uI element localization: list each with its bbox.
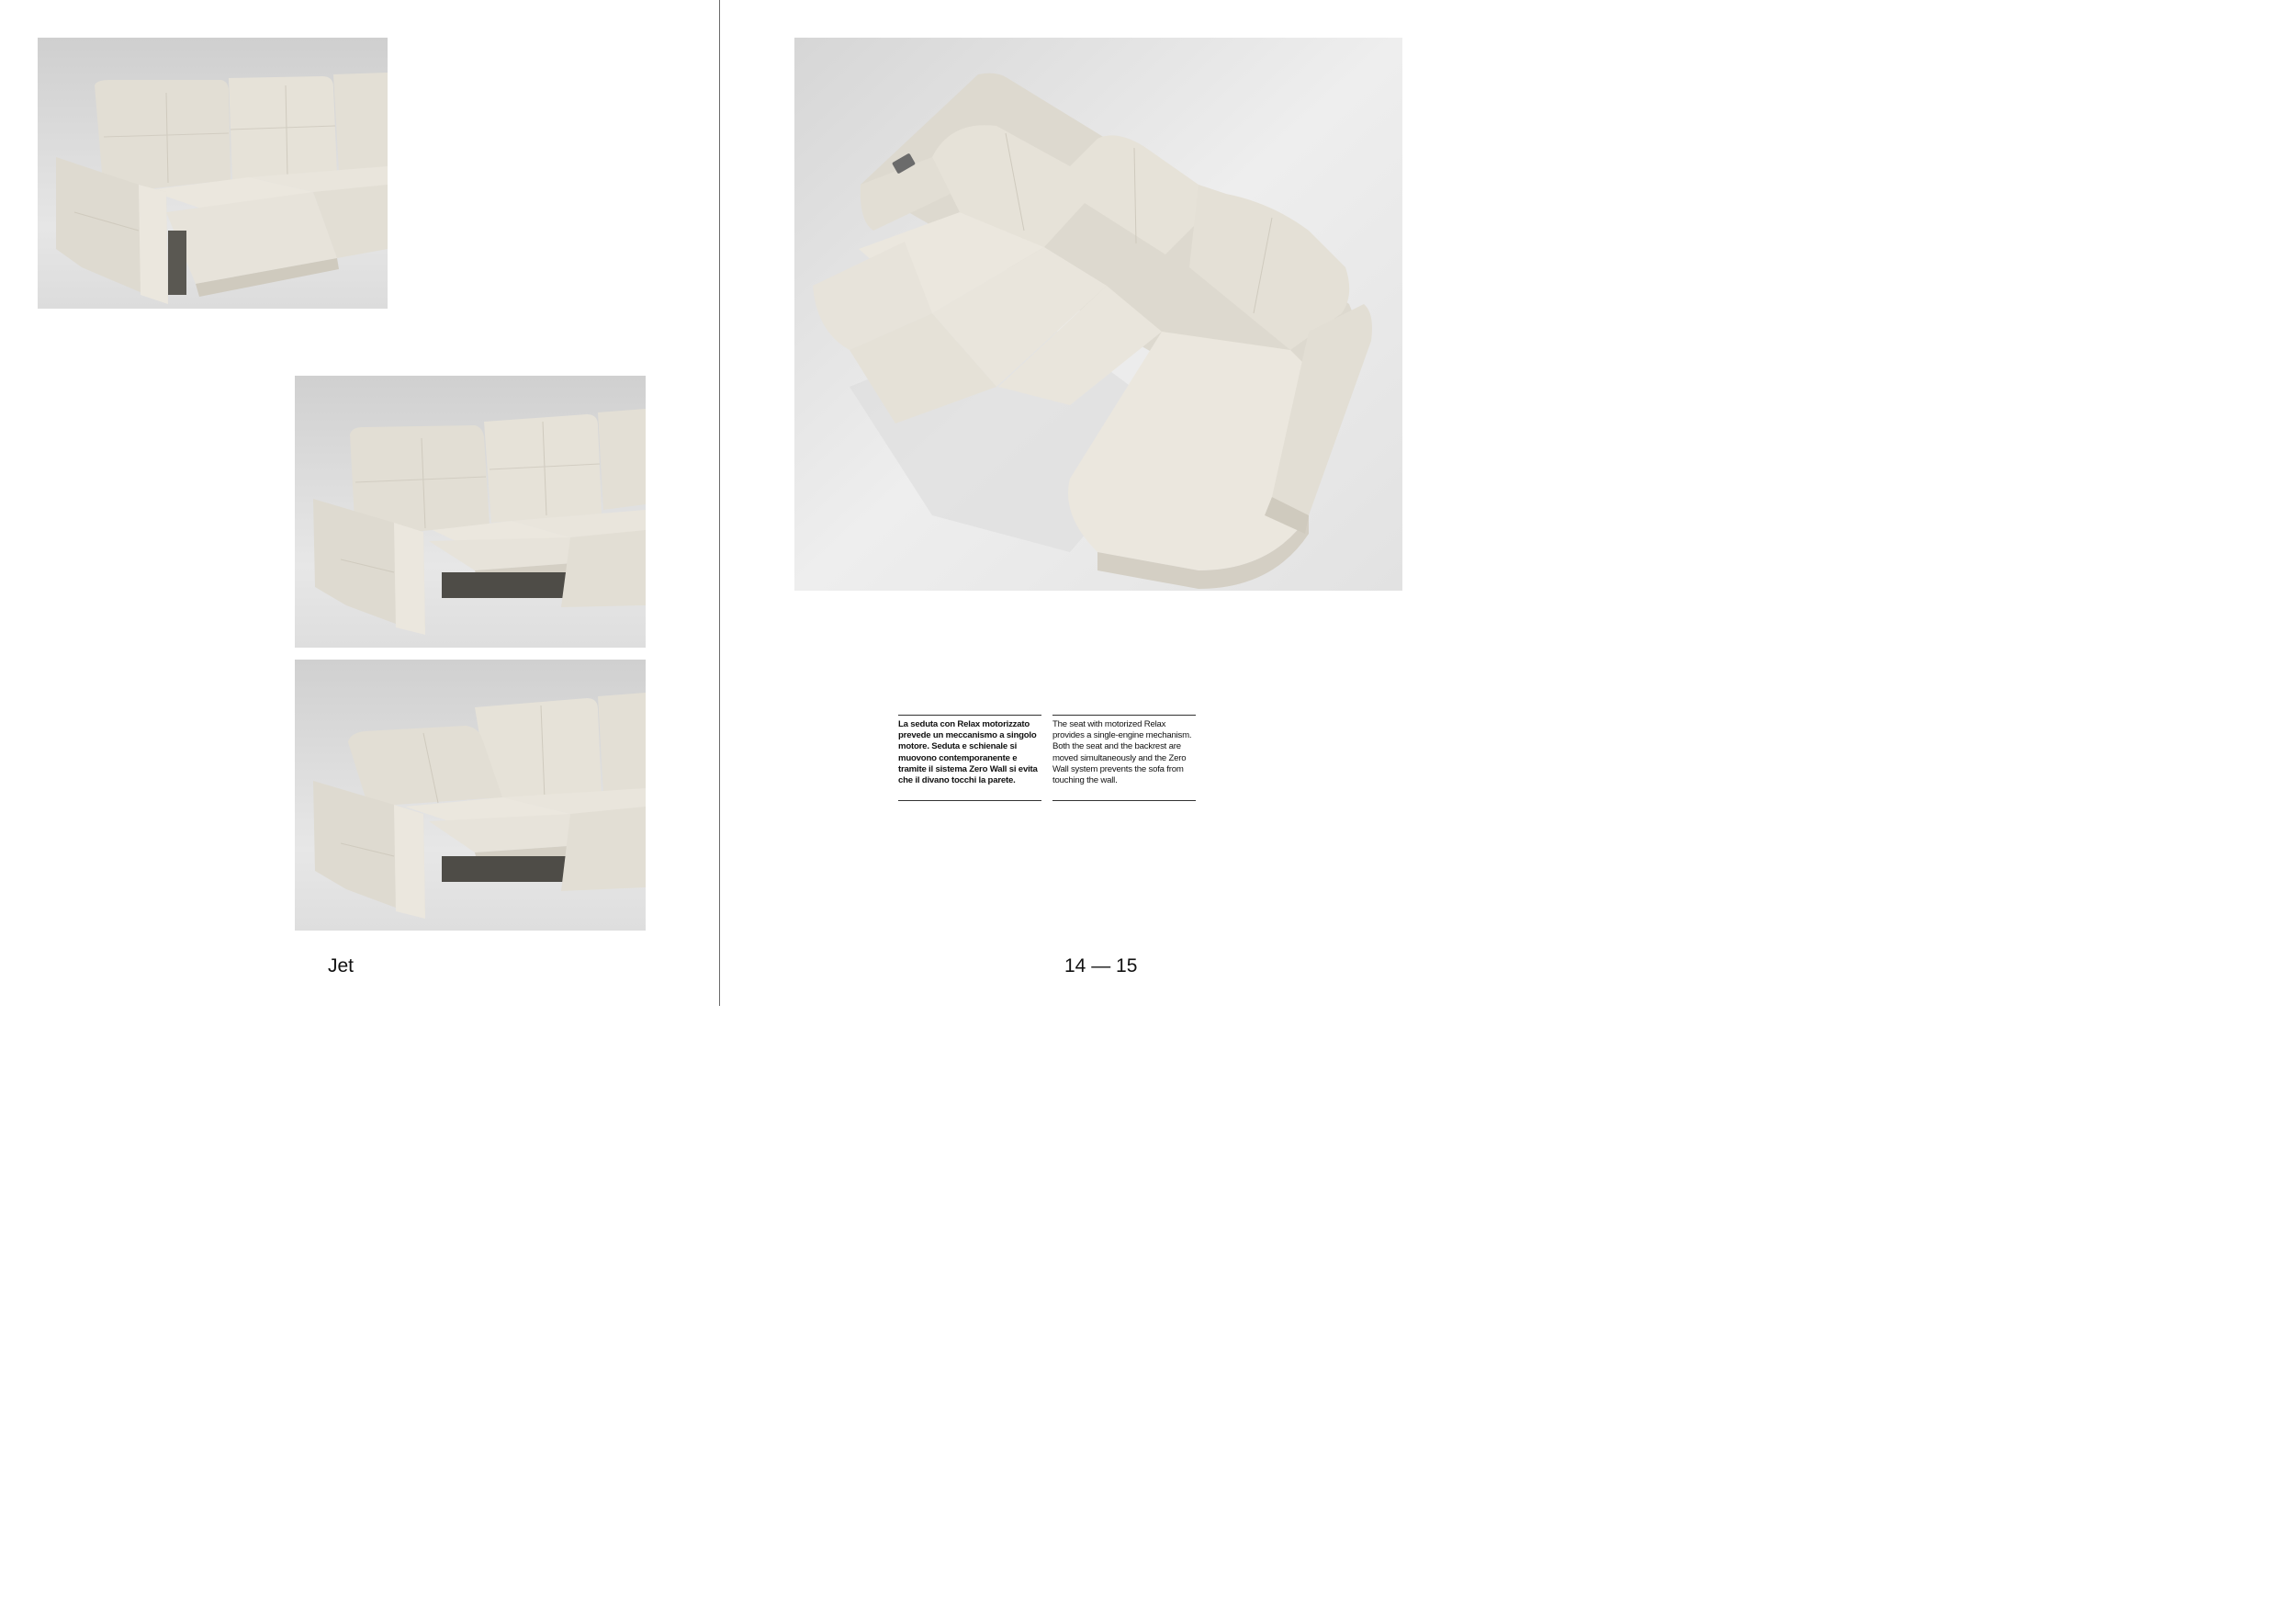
- sofa-hero-photo: [794, 38, 1402, 591]
- product-name-folio: Jet: [328, 955, 355, 976]
- sofa-hero-illustration: [794, 38, 1402, 591]
- sofa-photo-2-illustration: [295, 376, 646, 648]
- sofa-photo-3-illustration: [295, 660, 646, 931]
- caption-italian: La seduta con Relax motorizzato prevede un meccanismo a singolo motore. Seduta e schienale si muovono contemporanente e tramite il sistema Zero Wall si evita che il divano tocchi la parete.: [898, 715, 1041, 801]
- sofa-photo-1-illustration: [38, 38, 388, 309]
- page-spine: [719, 0, 720, 1006]
- sofa-photo-2: [295, 376, 646, 648]
- sofa-photo-1: [38, 38, 388, 309]
- page-number-folio: 14 — 15: [1064, 955, 1138, 976]
- caption-english: The seat with motorized Relax provides a single-engine mechanism. Both the seat and the backrest are moved simultaneously and the Zero Wall system prevents the sofa from touching the wall.: [1052, 715, 1196, 801]
- sofa-photo-3: [295, 660, 646, 931]
